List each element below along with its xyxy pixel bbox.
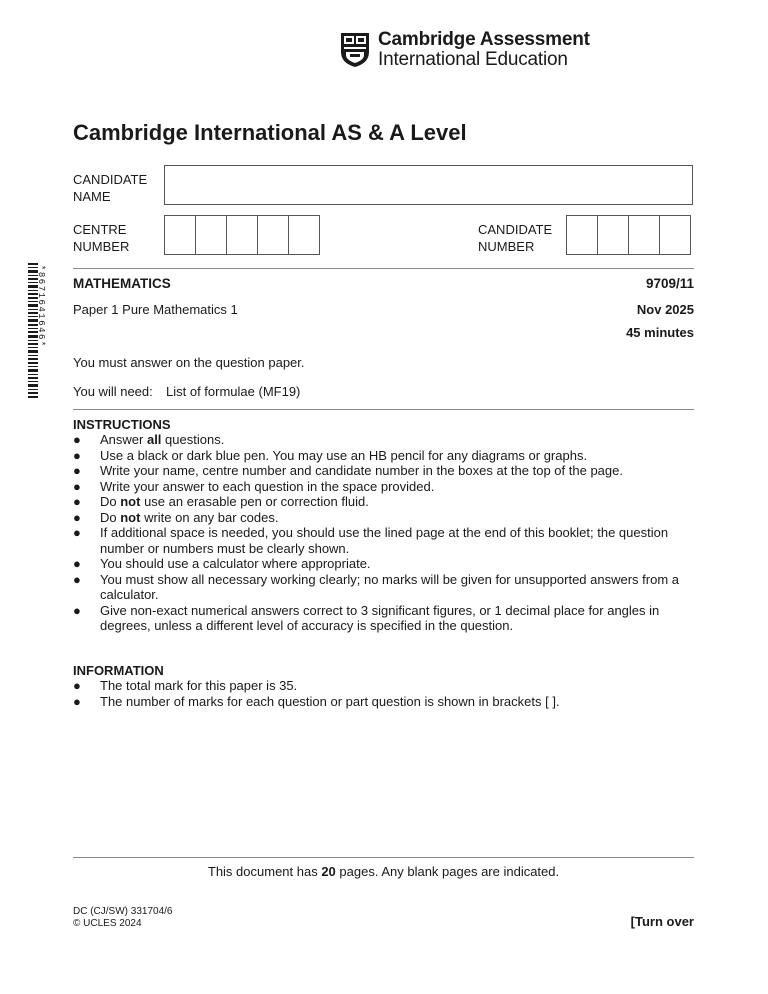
candidate-name-label: CANDIDATE NAME — [73, 172, 148, 204]
instructions-list — [73, 432, 683, 634]
bullet-icon: ● — [73, 571, 81, 587]
candidate-number-label: CANDIDATE NUMBER — [478, 222, 553, 254]
instruction-item: ● You should use a calculator where appropriate. — [73, 556, 371, 571]
duration: 45 minutes — [626, 325, 694, 340]
instruction-item: ● Write your name, centre number and candidate number in the boxes at the top of the page. — [73, 463, 623, 478]
centre-digit-box[interactable] — [257, 215, 289, 255]
bullet-icon: ● — [73, 678, 81, 693]
candidate-digit-box[interactable] — [566, 215, 598, 255]
information-item: ● The total mark for this paper is 35. — [73, 678, 298, 693]
subject: MATHEMATICS — [73, 276, 171, 291]
cambridge-logo — [340, 30, 590, 70]
instruction-item: ● Do not write on any bar codes. — [73, 509, 279, 525]
information-list — [73, 678, 683, 709]
instructions-heading: INSTRUCTIONS — [73, 417, 171, 432]
turn-over: [Turn over — [630, 914, 694, 929]
bullet-icon: ● — [73, 525, 81, 540]
divider — [73, 409, 694, 410]
information-heading: INFORMATION — [73, 663, 164, 678]
instruction-item: ● Answer all questions. — [73, 432, 225, 447]
candidate-digit-box[interactable] — [628, 215, 660, 255]
footer-divider — [73, 857, 694, 858]
centre-digit-box[interactable] — [226, 215, 258, 255]
centre-digit-box[interactable] — [164, 215, 196, 255]
bullet-icon: ● — [73, 432, 81, 447]
instruction-item: ● Give non-exact numerical answers correct to 3 significant figures, or 1 decimal place for angles in degrees, unless a different level of accuracy is specified in the question. — [73, 602, 660, 633]
session: Nov 2025 — [636, 302, 694, 317]
need-value: List of formulae (MF19) — [166, 384, 301, 399]
answer-note: You must answer on the question paper. — [73, 355, 305, 370]
need-label: You will need: — [73, 384, 153, 399]
bullet-icon: ● — [73, 494, 81, 509]
instruction-item: ● Use a black or dark blue pen. You may use an HB pencil for any diagrams or graphs. — [73, 447, 588, 463]
barcode-digits: *8671641646* — [36, 265, 46, 348]
centre-number-label: CENTRE NUMBER — [73, 222, 130, 254]
candidate-digit-box[interactable] — [597, 215, 629, 255]
instruction-item: ● Write your answer to each question in the space provided. — [73, 478, 435, 494]
page-title: Cambridge International AS & A Level — [73, 120, 467, 145]
bullet-icon: ● — [73, 693, 81, 709]
paper-code: 9709/11 — [645, 276, 694, 291]
bullet-icon: ● — [73, 478, 81, 494]
logo-line2: International Education — [378, 49, 568, 70]
instruction-item: ● Do not use an erasable pen or correction fluid. — [73, 494, 369, 509]
divider — [73, 268, 694, 269]
instruction-item: ● You must show all necessary working clearly; no marks will be given for unsupported answers from a calculator. — [73, 571, 680, 602]
bullet-icon: ● — [73, 602, 81, 618]
centre-digit-box[interactable] — [288, 215, 320, 255]
bullet-icon: ● — [73, 447, 81, 463]
bullet-icon: ● — [73, 556, 81, 571]
logo-line1: Cambridge Assessment — [378, 29, 590, 50]
paper-name: Paper 1 Pure Mathematics 1 — [73, 302, 238, 317]
centre-number-boxes — [165, 215, 320, 255]
document-reference: DC (CJ/SW) 331704/6 © UCLES 2024 — [73, 906, 173, 929]
page-count-note: This document has 20 pages. Any blank pages are indicated. — [207, 864, 560, 879]
candidate-digit-box[interactable] — [659, 215, 691, 255]
candidate-name-box[interactable] — [164, 165, 693, 205]
instruction-item: ● If additional space is needed, you should use the lined page at the end of this booklet; the question number or numbers must be clearly shown. — [73, 525, 669, 556]
centre-digit-box[interactable] — [195, 215, 227, 255]
information-item: ● The number of marks for each question or part question is shown in brackets [ ]. — [73, 693, 560, 709]
bullet-icon: ● — [73, 509, 81, 525]
cambridge-crest-icon — [340, 32, 370, 68]
bullet-icon: ● — [73, 463, 81, 478]
candidate-number-boxes — [567, 215, 691, 255]
